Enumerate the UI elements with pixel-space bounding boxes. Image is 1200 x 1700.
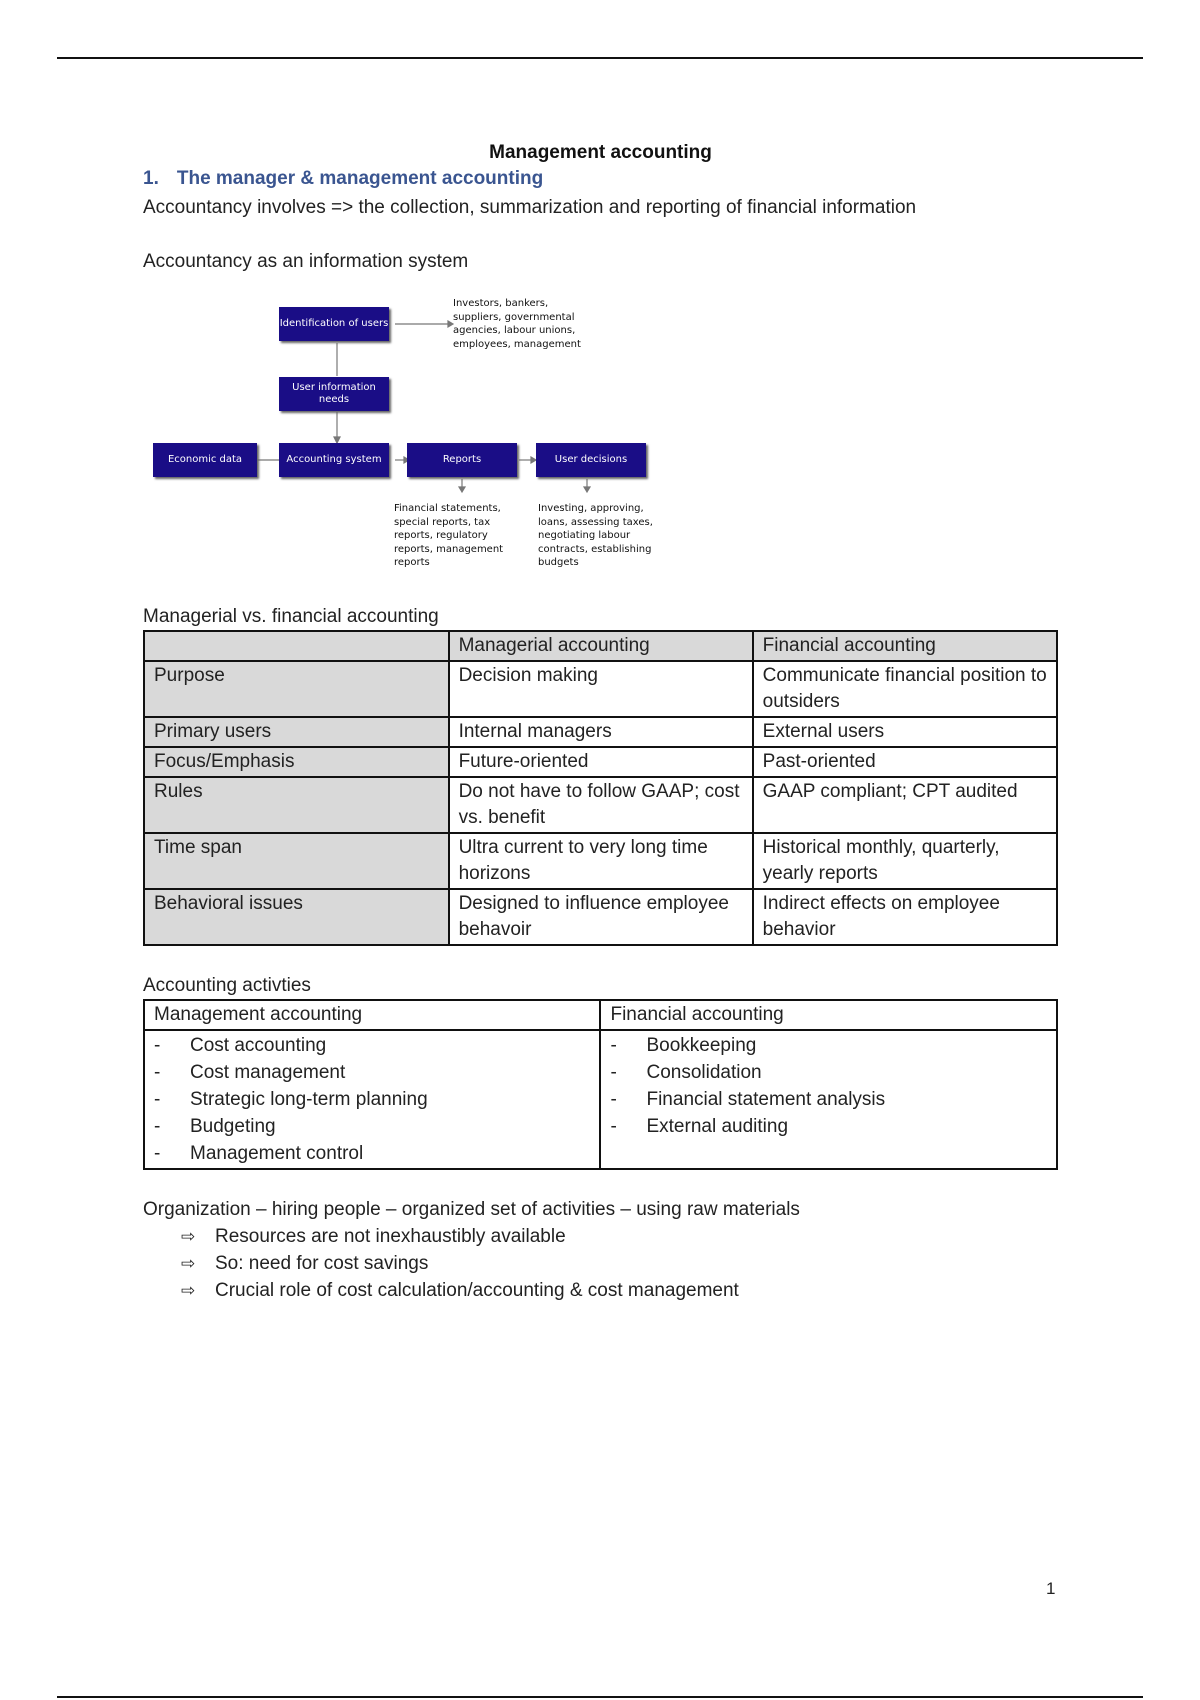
table-cell: Future-oriented xyxy=(449,747,753,777)
table-header-row xyxy=(144,631,1057,661)
table-row xyxy=(144,747,1057,777)
section-number: 1. xyxy=(143,168,159,189)
management-activities-list xyxy=(154,1032,590,1167)
page-content xyxy=(143,142,1058,1304)
page-title: Management accounting xyxy=(489,142,712,163)
table-header-cell: Financial accounting xyxy=(753,631,1057,661)
table-header-cell: Financial accounting xyxy=(600,1000,1057,1030)
section-heading xyxy=(143,168,1058,190)
list-item-text: Resources are not inexhaustibly available xyxy=(215,1226,566,1247)
table-cell: Designed to influence employee behavoir xyxy=(449,889,753,945)
header-rule xyxy=(57,57,1143,59)
list-item: - Bookkeeping xyxy=(610,1032,1047,1059)
arrow-bullet-list xyxy=(143,1223,1058,1304)
list-item: - Cost accounting xyxy=(154,1032,590,1059)
table-row xyxy=(144,833,1057,889)
row-label: Rules xyxy=(144,777,449,833)
arrowhead xyxy=(584,487,590,492)
page-number: 1 xyxy=(1046,1579,1056,1598)
list-item: - Cost management xyxy=(154,1059,590,1086)
table-cell: Communicate financial position to outsiders xyxy=(753,661,1057,717)
list-item: - Strategic long-term planning xyxy=(154,1086,590,1113)
list-item: - Management control xyxy=(154,1140,590,1167)
table-row xyxy=(144,661,1057,717)
table-header-cell: Managerial accounting xyxy=(449,631,753,661)
accounting-system-box: Accounting system xyxy=(279,443,389,477)
organization-text: Organization – hiring people – organized set of activities – using raw materials xyxy=(143,1199,800,1220)
table-row xyxy=(144,777,1057,833)
arrow-icon: ⇨ xyxy=(181,1281,196,1300)
identification-of-users-box: Identification of users xyxy=(279,307,389,341)
arrow-icon: ⇨ xyxy=(181,1254,196,1273)
table-header-cell: Management accounting xyxy=(144,1000,600,1030)
table-row xyxy=(144,889,1057,945)
row-label: Behavioral issues xyxy=(144,889,449,945)
activities-label: Accounting activties xyxy=(143,975,311,996)
list-item-text: Crucial role of cost calculation/accounting & cost management xyxy=(215,1280,739,1301)
footer-rule xyxy=(57,1696,1143,1698)
table-cell: Historical monthly, quarterly, yearly reports xyxy=(753,833,1057,889)
list-item xyxy=(143,1250,1058,1277)
table-cell: Decision making xyxy=(449,661,753,717)
row-label: Focus/Emphasis xyxy=(144,747,449,777)
comparison-table xyxy=(143,630,1058,946)
table-header-row xyxy=(144,1000,1057,1030)
table-cell: GAAP compliant; CPT audited xyxy=(753,777,1057,833)
list-item-text: So: need for cost savings xyxy=(215,1253,429,1274)
economic-data-box: Economic data xyxy=(153,443,257,477)
financial-activities-list xyxy=(610,1032,1047,1140)
intro-text: Accountancy involves => the collection, summarization and reporting of financial information xyxy=(143,197,917,218)
list-item: - Consolidation xyxy=(610,1059,1047,1086)
table-cell: Ultra current to very long time horizons xyxy=(449,833,753,889)
reports-box: Reports xyxy=(407,443,517,477)
financial-activities-cell xyxy=(600,1030,1057,1169)
table-cell: Do not have to follow GAAP; cost vs. benefit xyxy=(449,777,753,833)
arrow-icon: ⇨ xyxy=(181,1227,196,1246)
row-label: Time span xyxy=(144,833,449,889)
diagram-label: Accountancy as an information system xyxy=(143,251,469,272)
section-title: The manager & management accounting xyxy=(176,168,544,189)
management-activities-cell xyxy=(144,1030,600,1169)
list-item: - External auditing xyxy=(610,1113,1047,1140)
table-cell: Indirect effects on employee behavior xyxy=(753,889,1057,945)
reports-note: Financial statements, special reports, tax reports, regulatory reports, management reports xyxy=(394,503,504,568)
list-item xyxy=(143,1277,1058,1304)
table-header-cell xyxy=(144,631,449,661)
list-item: - Financial statement analysis xyxy=(610,1086,1047,1113)
user-decisions-box: User decisions xyxy=(536,443,646,477)
table-row xyxy=(144,1030,1057,1169)
table-cell: External users xyxy=(753,717,1057,747)
row-label: Primary users xyxy=(144,717,449,747)
user-information-needs-box: User information needs xyxy=(279,377,389,411)
list-item xyxy=(143,1223,1058,1250)
table-cell: Internal managers xyxy=(449,717,753,747)
activities-table xyxy=(143,999,1058,1170)
decisions-note: Investing, approving, loans, assessing taxes, negotiating labour contracts, establishing budgets xyxy=(538,503,653,568)
table-cell: Past-oriented xyxy=(753,747,1057,777)
list-item: - Budgeting xyxy=(154,1113,590,1140)
arrowhead xyxy=(459,487,465,492)
users-note: Investors, bankers, suppliers, governmental agencies, labour unions, employees, management xyxy=(453,298,581,350)
information-system-diagram xyxy=(143,277,655,577)
table-row xyxy=(144,717,1057,747)
row-label: Purpose xyxy=(144,661,449,717)
comparison-label: Managerial vs. financial accounting xyxy=(143,606,439,627)
